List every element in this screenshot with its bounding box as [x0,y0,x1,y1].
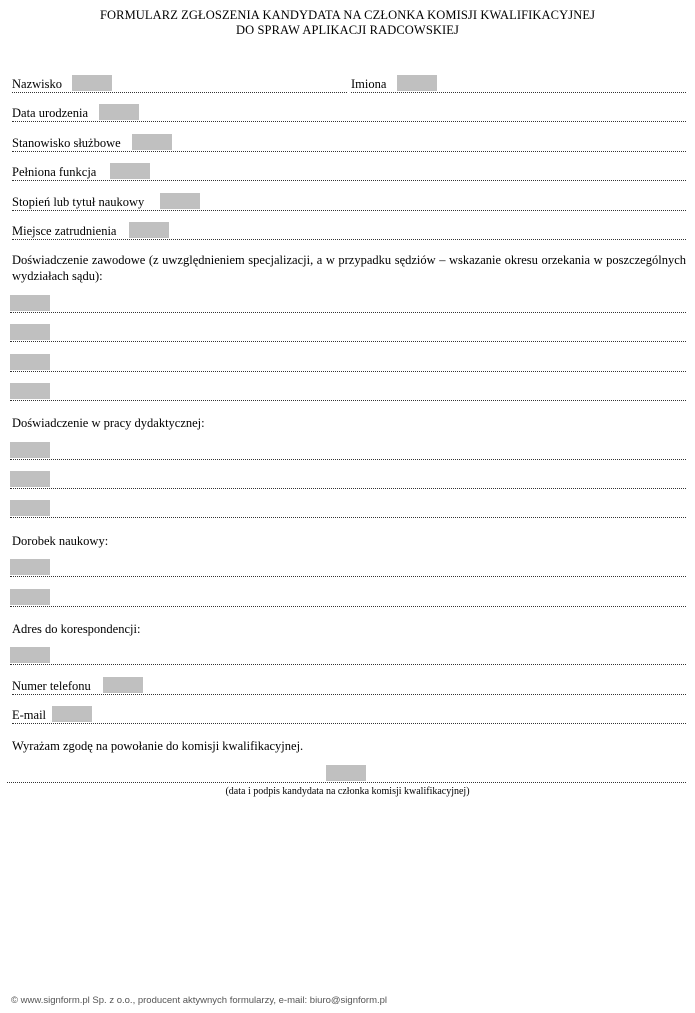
dotted-line [10,664,686,665]
degree-label: Stopień lub tytuł naukowy [12,195,145,209]
function-row [10,161,686,181]
form-title [0,8,695,38]
dotted-line [10,517,686,518]
form-title-line2: DO SPRAW APLIKACJI RADCOWSKIEJ [236,23,459,37]
degree-input[interactable] [160,193,200,209]
function-input[interactable] [110,163,150,179]
surname-label: Nazwisko [12,77,62,91]
surname-line [12,92,347,93]
position-label: Stanowisko służbowe [12,136,121,150]
consent-text: Wyrażam zgodę na powołanie do komisji kwalifikacyjnej. [12,739,304,753]
professional-experience-input-2[interactable] [10,324,50,340]
professional-experience-input-1[interactable] [10,295,50,311]
workplace-input[interactable] [129,222,169,238]
address-row [10,645,686,665]
professional-experience-row-3 [10,352,686,372]
phone-input[interactable] [103,677,143,693]
function-label: Pełniona funkcja [12,165,97,179]
phone-line [12,694,686,695]
first-names-label: Imiona [351,77,387,91]
email-row [10,704,686,724]
degree-row [10,191,686,211]
birth-date-row [10,102,686,122]
signature-caption: (data i podpis kandydata na członka komisji kwalifikacyjnej) [225,786,470,797]
scientific-output-input-1[interactable] [10,559,50,575]
first-names-line [351,92,686,93]
dotted-line [10,312,686,313]
professional-experience-row-1 [10,293,686,313]
function-line [12,180,686,181]
scientific-output-row-2 [10,587,686,607]
surname-input[interactable] [72,75,112,91]
footer-text: © www.signform.pl Sp. z o.o., producent aktywnych formularzy, e-mail: biuro@signform.pl [11,995,388,1006]
professional-experience-input-3[interactable] [10,354,50,370]
dotted-line [10,606,686,607]
professional-experience-row-4 [10,381,686,401]
professional-experience-row-2 [10,322,686,342]
teaching-experience-row-1 [10,440,686,460]
professional-experience-label: Doświadczenie zawodowe (z uwzględnieniem specjalizacji, a w przypadku sędziów – wskazanie okresu orzekania w poszczególnych wydziałach sądu): [12,253,686,283]
dotted-line [10,400,686,401]
teaching-experience-input-3[interactable] [10,500,50,516]
phone-row [10,675,686,695]
position-line [12,151,686,152]
address-input[interactable] [10,647,50,663]
dotted-line [10,371,686,372]
signature-input[interactable] [326,765,366,781]
birth-date-label: Data urodzenia [12,106,89,120]
workplace-line [12,239,686,240]
form-title-line1: FORMULARZ ZGŁOSZENIA KANDYDATA NA CZŁONKA KOMISJI KWALIFIKACYJNEJ [99,8,596,22]
signature-row [7,763,686,783]
first-names-input[interactable] [397,75,437,91]
teaching-experience-label: Doświadczenie w pracy dydaktycznej: [12,416,205,430]
teaching-experience-row-2 [10,469,686,489]
address-label: Adres do korespondencji: [12,622,141,636]
scientific-output-input-2[interactable] [10,589,50,605]
email-line [12,723,686,724]
email-label: E-mail [12,708,47,722]
professional-experience-input-4[interactable] [10,383,50,399]
birth-date-line [12,121,686,122]
position-row [10,132,686,152]
email-input[interactable] [52,706,92,722]
dotted-line [10,576,686,577]
workplace-label: Miejsce zatrudnienia [12,224,117,238]
dotted-line [10,341,686,342]
scientific-output-row-1 [10,557,686,577]
signature-line [7,782,686,783]
dotted-line [10,488,686,489]
position-input[interactable] [132,134,172,150]
surname-names-row [10,73,686,93]
workplace-row [10,220,686,240]
teaching-experience-input-2[interactable] [10,471,50,487]
degree-line [12,210,686,211]
dotted-line [10,459,686,460]
teaching-experience-row-3 [10,498,686,518]
scientific-output-label: Dorobek naukowy: [12,534,109,548]
phone-label: Numer telefonu [12,679,91,693]
birth-date-input[interactable] [99,104,139,120]
teaching-experience-input-1[interactable] [10,442,50,458]
